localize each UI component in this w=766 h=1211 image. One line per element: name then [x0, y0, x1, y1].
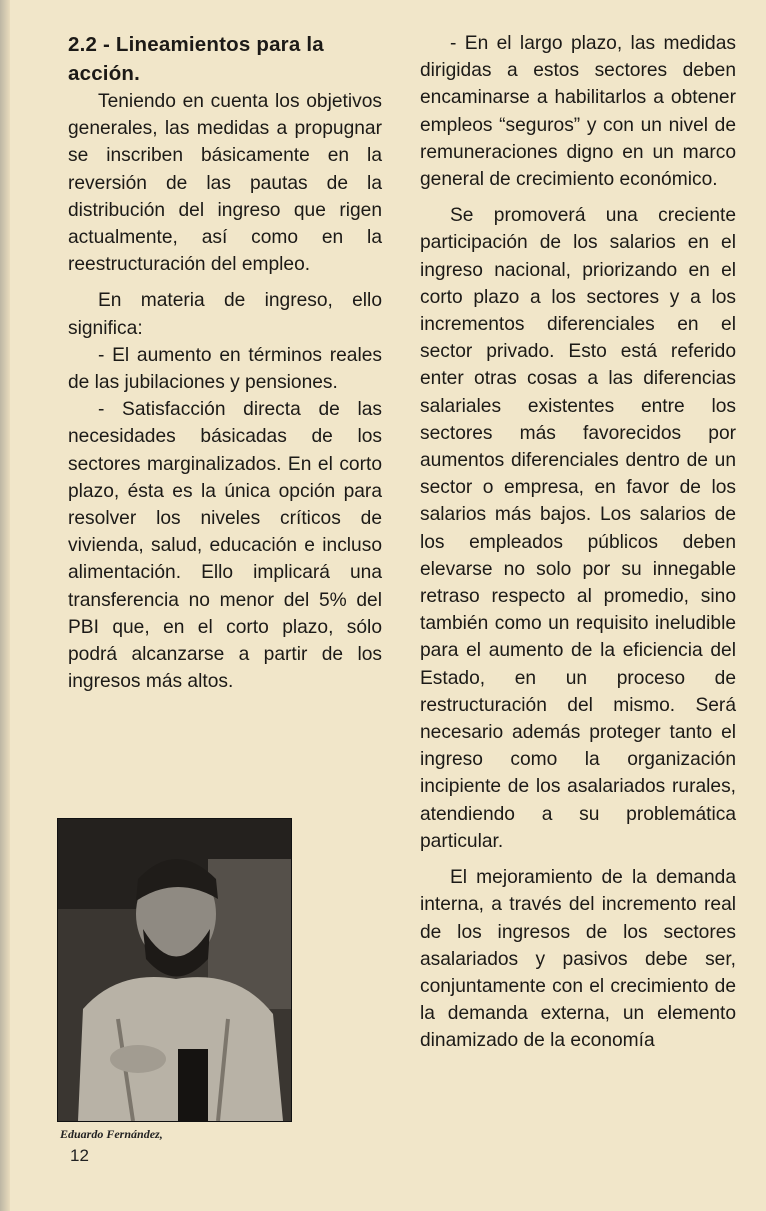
paragraph: - En el largo plazo, las medidas dirigidas a estos sectores deben encaminarse a habilitarlos a obtener empleos “seguros” y con un nivel de remuneraciones digno en un marco general de crecimiento económico.	[420, 33, 736, 191]
section-title: 2.2 - Lineamientos para la acción.	[68, 33, 324, 85]
left-column	[68, 30, 382, 695]
paragraph: Teniendo en cuenta los objetivos generales, las medidas a propugnar se inscriben básicamente en la reversión de las pautas de la distribución del ingreso que rigen actualmente, así como en la reestructuración del empleo.	[68, 91, 382, 276]
paragraph: El mejoramiento de la demanda interna, a través del incremento real de los ingresos de los sectores asalariados y pasivos debe ser, conjuntamente con el crecimiento de la demanda externa, un elemento dinamizado de la economía	[420, 867, 736, 1052]
paragraph: - El aumento en términos reales de las jubilaciones y pensiones.	[68, 344, 382, 394]
paragraph: - Satisfacción directa de las necesidades básicadas de los sectores marginalizados. En el corto plazo, ésta es la única opción para resolver los niveles críticos de vivienda, salud, educación e incluso alimentación. Ello implicará una transferencia no menor del 5% del PBI que, en el corto plazo, sólo podrá alcanzarse a partir de los ingresos más altos.	[68, 399, 382, 693]
photo-caption: Eduardo Fernández,	[60, 1127, 163, 1141]
page-binding-edge	[0, 0, 10, 1211]
portrait-photo	[57, 818, 292, 1122]
paragraph: En materia de ingreso, ello significa:	[68, 290, 382, 339]
page-number: 12	[70, 1146, 89, 1165]
right-column	[420, 30, 736, 1055]
portrait-photo-icon	[58, 819, 291, 1121]
paragraph: Se promoverá una creciente participación de los salarios en el ingreso nacional, priorizando en el corto plazo a los sectores y a los incrementos diferenciales en el sector privado. Esto está referido enter otras cosas a las diferencias salariales existentes entre los sectores más favorecidos por aumentos diferenciales dentro de un sector o empresa, en favor de los salarios más bajos. Los salarios de los empleados públicos deben elevarse no solo por su innegable retraso respecto al promedio, sino también como un requisito ineludible para el aumento de la eficiencia del Estado, en un proceso de restructuración del mismo. Será necesario además proteger tanto el ingreso como la organización incipiente de los asalariados rurales, atendiendo a su problemática particular.	[420, 205, 736, 852]
